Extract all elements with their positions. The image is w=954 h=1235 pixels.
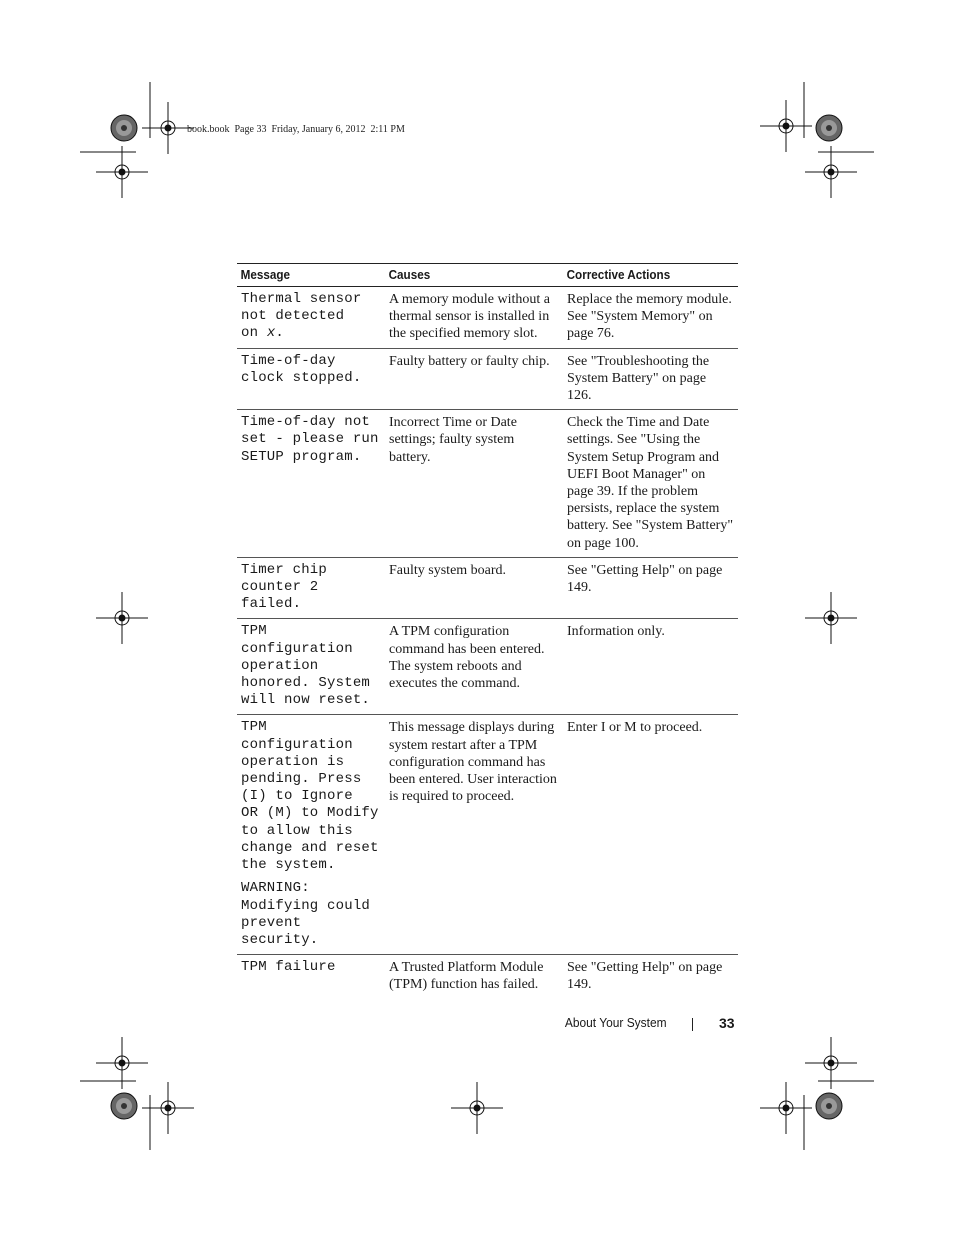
message-punct: . xyxy=(275,325,285,342)
column-header-message: Message xyxy=(237,264,370,287)
action-cell: Information only. xyxy=(563,619,738,715)
table-row xyxy=(237,955,738,999)
table-row xyxy=(237,715,738,955)
crop-mark-top-right xyxy=(760,82,874,198)
print-slug-header xyxy=(187,124,405,135)
print-page: Page 33 xyxy=(234,124,267,135)
message-cell xyxy=(237,715,385,955)
cause-cell: This message displays during system restart after a TPM configuration command has been entered. User interaction is required to proceed. xyxy=(385,715,563,955)
cause-cell: Faulty system board. xyxy=(385,557,563,619)
table-row xyxy=(237,619,738,715)
message-warning: WARNING: Modifying could prevent security. xyxy=(241,880,371,948)
crop-mark-mid-left xyxy=(96,592,148,644)
cause-cell: A memory module without a thermal sensor is installed in the specified memory slot. xyxy=(385,287,563,349)
cause-cell: Incorrect Time or Date settings; faulty system battery. xyxy=(385,410,563,558)
footer-divider xyxy=(692,1018,693,1031)
message-text: Thermal sensor not detected on xyxy=(241,291,362,342)
table-row xyxy=(237,410,738,558)
crop-mark-bottom-center xyxy=(451,1082,503,1134)
message-cell: TPM failure xyxy=(241,959,336,976)
crop-mark-mid-right xyxy=(805,592,857,644)
error-message-table xyxy=(237,263,738,999)
print-date: Friday, January 6, 2012 xyxy=(271,124,366,135)
crop-mark-bottom-right xyxy=(760,1037,874,1150)
page-number: 33 xyxy=(719,1015,735,1031)
action-cell: See "Troubleshooting the System Battery" on page 126. xyxy=(563,348,738,410)
table-row xyxy=(237,287,738,349)
action-cell: Enter I or M to proceed. xyxy=(563,715,738,955)
action-cell: Replace the memory module. See "System Memory" on page 76. xyxy=(563,287,738,349)
print-file: book.book xyxy=(187,124,230,135)
table-header-row xyxy=(237,264,738,287)
action-cell: See "Getting Help" on page 149. xyxy=(567,960,723,993)
table-row xyxy=(237,348,738,410)
footer-section-title: About Your System xyxy=(565,1015,667,1030)
cause-cell: A TPM configuration command has been entered. The system reboots and executes the command. xyxy=(385,619,563,715)
cause-cell: Faulty battery or faulty chip. xyxy=(385,348,563,410)
action-cell: Check the Time and Date settings. See "Using the System Setup Program and UEFI Boot Manager" on page 39. If the problem persists, replace the system battery. See "System Battery" on page 100. xyxy=(563,410,738,558)
message-cell xyxy=(237,287,385,349)
message-cell: TPM configuration operation honored. System will now reset. xyxy=(237,619,385,715)
cause-cell: A Trusted Platform Module (TPM) function has failed. xyxy=(389,960,544,993)
column-header-corrective-actions: Corrective Actions xyxy=(563,264,721,287)
column-header-causes: Causes xyxy=(385,264,545,287)
table-row xyxy=(237,557,738,619)
message-text: TPM configuration operation is pending. Press (I) to Ignore OR (M) to Modify to allow this change and reset the system. xyxy=(241,719,379,874)
print-time: 2:11 PM xyxy=(370,124,405,135)
message-cell: Time-of-day clock stopped. xyxy=(237,348,385,410)
page-footer xyxy=(0,1015,954,1035)
message-variable: x xyxy=(266,325,276,342)
crop-mark-top-left xyxy=(80,82,194,198)
action-cell: See "Getting Help" on page 149. xyxy=(563,557,738,619)
message-cell: Timer chip counter 2 failed. xyxy=(237,557,385,619)
crop-mark-bottom-left xyxy=(80,1037,194,1150)
message-cell: Time-of-day not set - please run SETUP program. xyxy=(237,410,385,558)
